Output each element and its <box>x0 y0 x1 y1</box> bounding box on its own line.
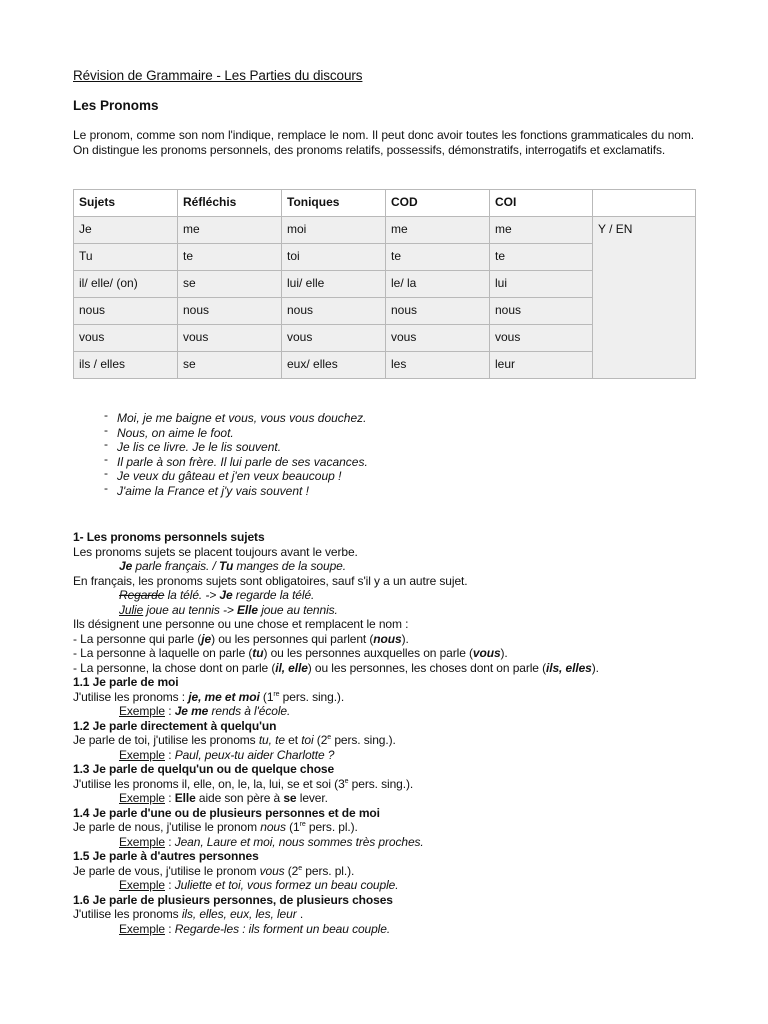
text-run: Julie <box>119 602 144 617</box>
list-item: - J'aime la France et j'y vais souvent ! <box>100 484 368 499</box>
text-run: ils, elles, eux, les, leur <box>181 907 297 921</box>
example-label: Exemple <box>119 921 165 936</box>
text-run: Je parle de nous, j'utilise le pronom <box>73 820 261 834</box>
paragraph-line: En français, les pronoms sujets sont obligatoires, sauf s'il y a un autre sujet. <box>73 573 468 588</box>
text-run: J'utilise les pronoms il, elle, on, le, la, lui, se et soi (3 <box>73 776 345 791</box>
text-run: : <box>165 704 175 718</box>
text-run: ) ou les personnes auxquelles on parle ( <box>263 646 473 660</box>
table-cell: il/ elle/ (on) <box>74 271 178 298</box>
example-line <box>73 559 713 574</box>
text-run: Jean, Laure et moi, nous sommes très proches. <box>174 834 424 849</box>
table-header: Toniques <box>282 190 386 217</box>
table-row <box>74 217 696 244</box>
text-run: regarde la télé. <box>232 588 315 602</box>
text-run: rends à l'école. <box>208 704 291 718</box>
table-cell: vous <box>178 325 282 352</box>
text-run: ). <box>401 631 409 646</box>
text-run: se <box>283 791 297 805</box>
paragraph-line <box>73 907 713 922</box>
section-heading: 1.2 Je parle directement à quelqu'un <box>73 718 277 733</box>
text-run: (1 <box>285 820 300 834</box>
text-run: : <box>165 791 175 805</box>
text-run: toi <box>301 733 314 747</box>
text-run: Elle <box>174 791 196 805</box>
text-run: Paul, peux-tu aider Charlotte ? <box>174 747 335 762</box>
section-heading: 1- Les pronoms personnels sujets <box>73 530 265 544</box>
text-run: vous <box>259 863 285 878</box>
superscript: re <box>299 821 306 828</box>
section-heading: 1.4 Je parle d'une ou de plusieurs personnes et de moi <box>73 805 380 820</box>
text-run: pers. pl.). <box>302 863 355 878</box>
table-cell: vous <box>490 325 593 352</box>
text-run: Tu <box>218 559 234 573</box>
text-run: et <box>284 733 302 747</box>
text-run: pers. sing.). <box>348 776 414 791</box>
intro-paragraph: Le pronom, comme son nom l'indique, remplace le nom. Il peut donc avoir toutes les fonctions grammaticales du nom. On distingue les pronoms personnels, des pronoms relatifs, possessifs, démonstratifs, interrogatifs et exclamatifs. <box>73 128 694 157</box>
text-run: (1 <box>259 689 274 704</box>
table-header-row <box>74 190 696 217</box>
paragraph-line <box>73 690 713 705</box>
table-cell: vous <box>74 325 178 352</box>
table-cell: se <box>178 271 282 298</box>
text-run: : <box>165 834 175 849</box>
table-cell: moi <box>282 217 386 244</box>
section-heading: 1.3 Je parle de quelqu'un ou de quelque chose <box>73 762 335 776</box>
paragraph-line <box>73 820 713 835</box>
table-cell: nous <box>386 298 490 325</box>
example-line <box>73 835 713 850</box>
table-cell: eux/ elles <box>282 352 386 379</box>
table-cell: me <box>178 217 282 244</box>
text-run: Je <box>219 588 233 602</box>
text-run: la télé. -> <box>164 588 220 602</box>
document-title: Révision de Grammaire - Les Parties du discours <box>73 68 363 83</box>
example-label: Exemple <box>119 878 165 892</box>
table-side-cell: Y / EN <box>593 217 696 379</box>
text-run: Je me <box>174 704 209 718</box>
text-run: ). <box>500 646 508 660</box>
example-label: Exemple <box>119 704 165 718</box>
text-run: - La personne, la chose dont on parle ( <box>73 660 276 675</box>
table-cell: Tu <box>74 244 178 271</box>
text-run: ) ou les personnes qui parlent ( <box>211 631 374 646</box>
example-line <box>73 603 713 618</box>
table-cell: me <box>386 217 490 244</box>
table-cell: nous <box>74 298 178 325</box>
example-line <box>73 704 713 719</box>
text-run: joue au tennis. <box>257 602 338 617</box>
text-run: nous <box>260 820 286 834</box>
text-run: J'utilise les pronoms <box>73 907 182 921</box>
text-run: : <box>165 921 175 936</box>
text-run: J'utilise les pronoms : <box>73 689 189 704</box>
text-run: - La personne qui parle ( <box>73 631 202 646</box>
example-list <box>100 411 368 499</box>
text-run: (2 <box>313 733 328 747</box>
list-item: - Nous, on aime le foot. <box>100 426 368 441</box>
document-body <box>73 530 713 936</box>
text-run: Elle <box>237 602 258 617</box>
table-cell: nous <box>490 298 593 325</box>
paragraph-line <box>73 646 713 661</box>
list-item: - Il parle à son frère. Il lui parle de ses vacances. <box>100 455 368 470</box>
table-header <box>593 190 696 217</box>
text-run: ils, elles <box>546 660 592 675</box>
paragraph-line <box>73 777 713 792</box>
example-label: Exemple <box>119 834 165 849</box>
text-run: Regarde-les : ils forment un beau couple. <box>174 921 391 936</box>
example-label: Exemple <box>119 747 165 762</box>
section-title: Les Pronoms <box>73 98 159 113</box>
section-heading: 1.1 Je parle de moi <box>73 675 179 689</box>
table-header: COD <box>386 190 490 217</box>
table-cell: leur <box>490 352 593 379</box>
text-run: tu, te <box>258 733 285 747</box>
table-cell: lui/ elle <box>282 271 386 298</box>
paragraph-line <box>73 632 713 647</box>
example-line <box>73 588 713 603</box>
pronoun-table <box>73 189 696 379</box>
table-cell: ils / elles <box>74 352 178 379</box>
text-run: . <box>296 907 304 921</box>
table-header: Sujets <box>74 190 178 217</box>
list-item: - Moi, je me baigne et vous, vous vous douchez. <box>100 411 368 426</box>
table-cell: lui <box>490 271 593 298</box>
text-run: tu <box>252 646 264 660</box>
text-run: pers. sing.). <box>331 733 396 747</box>
text-run: nous <box>373 631 402 646</box>
text-run: aide son père à <box>195 791 284 805</box>
example-line <box>73 878 713 893</box>
table-cell: vous <box>386 325 490 352</box>
superscript: e <box>298 864 303 872</box>
table-cell: le/ la <box>386 271 490 298</box>
paragraph-line <box>73 733 713 748</box>
table-cell: me <box>490 217 593 244</box>
text-run: Regarde <box>119 588 165 602</box>
table-cell: nous <box>282 298 386 325</box>
table-cell: se <box>178 352 282 379</box>
text-run: vous <box>472 646 501 660</box>
paragraph-line <box>73 661 713 676</box>
example-line <box>73 791 713 806</box>
table-cell: les <box>386 352 490 379</box>
text-run: je, me et moi <box>188 689 260 704</box>
paragraph-line <box>73 864 713 879</box>
table-cell: te <box>178 244 282 271</box>
superscript: re <box>273 690 280 698</box>
superscript: e <box>327 734 332 741</box>
table-cell: te <box>386 244 490 271</box>
text-run: ) ou les personnes, les choses dont on parle ( <box>307 660 547 675</box>
paragraph-line: Les pronoms sujets se placent toujours avant le verbe. <box>73 544 358 559</box>
text-run: Je <box>119 559 133 573</box>
text-run: Je parle de toi, j'utilise les pronoms <box>73 733 259 747</box>
table-header: COI <box>490 190 593 217</box>
list-item: - Je veux du gâteau et j'en veux beaucoup ! <box>100 469 368 484</box>
section-heading: 1.5 Je parle à d'autres personnes <box>73 849 259 863</box>
text-run: manges de la soupe. <box>233 559 346 573</box>
table-cell: vous <box>282 325 386 352</box>
text-run: : <box>165 747 175 762</box>
table-header: Réfléchis <box>178 190 282 217</box>
text-run: je <box>201 631 212 646</box>
text-run: pers. sing.). <box>279 689 345 704</box>
superscript: e <box>344 777 349 785</box>
list-item: - Je lis ce livre. Je le lis souvent. <box>100 440 368 455</box>
text-run: pers. pl.). <box>305 820 358 834</box>
table-cell: te <box>490 244 593 271</box>
text-run: : <box>165 878 175 892</box>
text-run: Juliette et toi, vous formez un beau couple. <box>174 878 399 892</box>
table-cell: nous <box>178 298 282 325</box>
text-run: il, elle <box>275 660 308 675</box>
table-cell: Je <box>74 217 178 244</box>
text-run: ). <box>591 660 599 675</box>
example-line <box>73 922 713 937</box>
paragraph-line: Ils désignent une personne ou une chose et remplacent le nom : <box>73 617 409 631</box>
text-run: joue au tennis -> <box>143 602 238 617</box>
text-run: Je parle de vous, j'utilise le pronom <box>73 863 260 878</box>
text-run: parle français. / <box>132 559 219 573</box>
example-line <box>73 748 713 763</box>
table-cell: toi <box>282 244 386 271</box>
section-heading: 1.6 Je parle de plusieurs personnes, de plusieurs choses <box>73 892 393 907</box>
example-label: Exemple <box>119 791 165 805</box>
text-run: (2 <box>284 863 299 878</box>
text-run: lever. <box>296 791 328 805</box>
text-run: - La personne à laquelle on parle ( <box>73 646 253 660</box>
